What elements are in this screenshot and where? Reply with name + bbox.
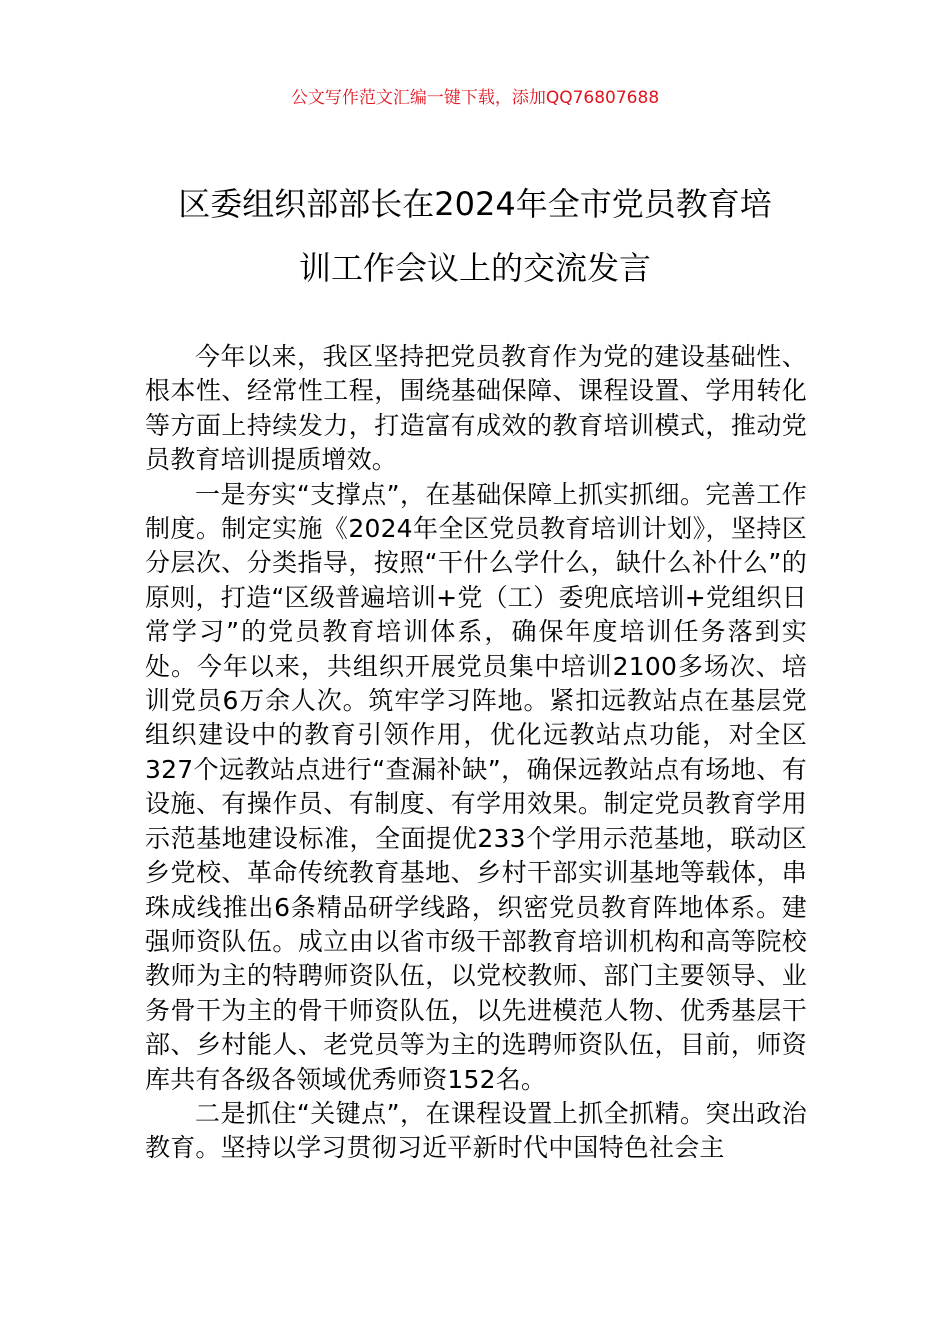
title-line-1: 区委组织部部长在2024年全市党员教育培 (178, 185, 772, 223)
document-title (120, 172, 830, 300)
title-line-2: 训工作会议上的交流发言 (298, 249, 651, 287)
document-body (145, 340, 807, 1166)
promo-banner: 公文写作范文汇编一键下载，添加QQ76807688 (290, 88, 660, 108)
paragraph-key-point: 二是抓住“关键点”，在课程设置上抓全抓精。突出政治教育。坚持以学习贯彻习近平新时代中国特色社会主 (145, 1098, 807, 1163)
paragraph-support-point: 一是夯实“支撑点”，在基础保障上抓实抓细。完善工作制度。制定实施《2024年全区党员教育培训计划》，坚持区分层次、分类指导，按照“干什么学什么，缺什么补什么”的原则，打造“区级普遍培训+党（工）委兜底培训+党组织日常学习”的党员教育培训体系，确保年度培训任务落到实处。今年以来，共组织开展党员集中培训2100多场次、培训党员6万余人次。筑牢学习阵地。紧扣远教站点在基层党组织建设中的教育引领作用，优化远教站点功能，对全区327个远教站点进行“查漏补缺”，确保远教站点有场地、有设施、有操作员、有制度、有学用效果。制定党员教育学用示范基地建设标准，全面提优233个学用示范基地，联动区乡党校、革命传统教育基地、乡村干部实训基地等载体，串珠成线推出6条精品研学线路，织密党员教育阵地体系。建强师资队伍。成立由以省市级干部教育培训机构和高等院校教师为主的特聘师资队伍，以党校教师、部门主要领导、业务骨干为主的骨干师资队伍，以先进模范人物、优秀基层干部、乡村能人、老党员等为主的选聘师资队伍，目前，师资库共有各级各领域优秀师资152名。 (145, 479, 807, 1094)
paragraph-intro: 今年以来，我区坚持把党员教育作为党的建设基础性、根本性、经常性工程，围绕基础保障、课程设置、学用转化等方面上持续发力，打造富有成效的教育培训模式，推动党员教育培训提质增效。 (145, 342, 807, 475)
